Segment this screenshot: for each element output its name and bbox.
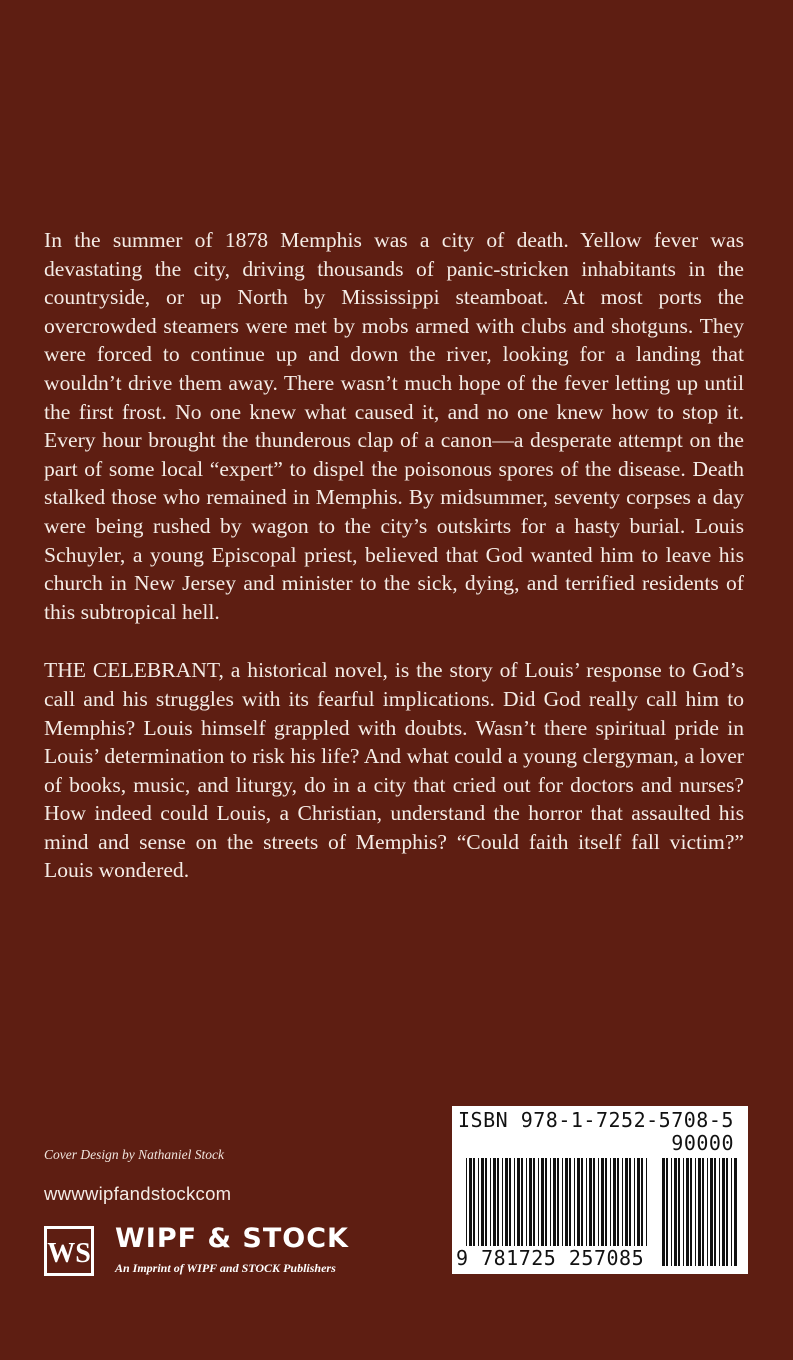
back-cover-blurb [44, 226, 744, 885]
cover-design-credit: Cover Design by Nathaniel Stock [44, 1147, 224, 1162]
barcode-digits: 9 781725 257085 [456, 1246, 645, 1270]
publisher-name: WIPF & STOCK [115, 1223, 349, 1254]
isbn-barcode [452, 1106, 748, 1274]
price-code: 90000 [671, 1131, 734, 1155]
publisher-logo-letters: WS [47, 1238, 91, 1269]
blurb-paragraph-1: In the summer of 1878 Memphis was a city of death. Yellow fever was devastating the city, driving thousands of panic-stricken inhabitants in the countryside, or up North by Mississippi steamboat. At most ports the overcrowded steamers were met by mobs armed with clubs and shotguns. They were forced to continue up and down the river, looking for a landing that wouldn’t drive them away. There wasn’t much hope of the fever letting up until the first frost. No one knew what caused it, and no one knew how to stop it. Every hour brought the thunderous clap of a canon—a desperate attempt on the part of some local “expert” to dispel the poisonous spores of the disease. Death stalked those who remained in Memphis. By midsummer, seventy corpses a day were being rushed by wagon to the city’s outskirts for a hasty burial. Louis Schuyler, a young Episcopal priest, believed that God wanted him to leave his church in New Jersey and minister to the sick, dying, and terrified residents of this subtropical hell. [44, 228, 744, 624]
blurb-paragraph-2: THE CELEBRANT, a historical novel, is the story of Louis’ response to God’s call and his struggles with its fearful implications. Did God really call him to Memphis? Louis himself grappled with doubts. Wasn’t there spiritual pride in Louis’ determination to risk his life? And what could a young clergyman, a lover of books, music, and liturgy, do in a city that cried out for doctors and nurses? How indeed could Louis, a Christian, understand the horror that assaulted his mind and sense on the streets of Memphis? “Could faith itself fall victim?” Louis wondered. [44, 658, 744, 883]
publisher-logo-icon [44, 1226, 94, 1276]
isbn-label: ISBN 978-1-7252-5708-5 [458, 1108, 734, 1132]
publisher-website: wwwwipfandstockcom [44, 1183, 232, 1204]
publisher-tagline: An Imprint of WIPF and STOCK Publishers [115, 1261, 336, 1275]
